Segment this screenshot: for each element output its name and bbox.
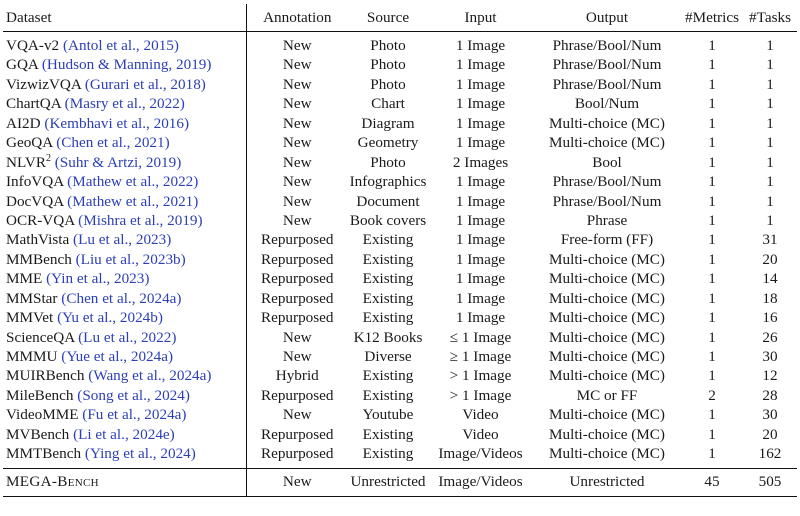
tasks-cell: 1 [766, 134, 774, 152]
citation-link[interactable]: (Ying et al., 2024) [84, 445, 196, 463]
table-header [3, 4, 797, 32]
output-cell: Multi-choice (MC) [549, 328, 665, 346]
output-cell: Phrase/Bool/Num [552, 56, 662, 74]
output-cell: Multi-choice (MC) [549, 425, 665, 443]
input-cell: 1 Image [455, 192, 506, 210]
input-cell: Video [462, 406, 499, 424]
dataset-cell [3, 230, 246, 249]
output-cell: Multi-choice (MC) [549, 134, 665, 152]
metrics-cell: 1 [708, 75, 716, 93]
input-cell: 1 Image [455, 37, 506, 55]
citation-link[interactable]: (Song et al., 2024) [77, 386, 190, 404]
annotation-cell: New [282, 134, 312, 152]
tasks-cell: 1 [766, 37, 774, 55]
dataset-name: AI2D [6, 114, 41, 132]
table-row [3, 386, 797, 405]
dataset-cell [3, 289, 246, 308]
header-input: Input [464, 8, 497, 26]
metrics-cell: 1 [708, 289, 716, 307]
dataset-name: MUIRBench [6, 367, 85, 385]
output-cell: Free-form (FF) [560, 231, 654, 249]
tasks-cell: 12 [762, 367, 778, 385]
input-cell: 1 Image [455, 114, 506, 132]
dataset-cell [3, 94, 246, 113]
output-cell: Multi-choice (MC) [549, 348, 665, 366]
header-tasks: #Tasks [749, 8, 791, 26]
tasks-cell: 1 [766, 211, 774, 229]
table-row [3, 405, 797, 424]
input-cell: > 1 Image [449, 386, 512, 404]
dataset-cell [3, 211, 246, 230]
tasks-cell: 1 [766, 114, 774, 132]
input-cell: > 1 Image [449, 367, 512, 385]
input-cell: 1 Image [455, 75, 506, 93]
annotation-cell: New [282, 328, 312, 346]
dataset-cell [3, 153, 246, 172]
table-row [3, 289, 797, 308]
metrics-cell: 1 [708, 445, 716, 463]
dataset-name: ScienceQA [6, 328, 75, 346]
input-cell: 1 Image [455, 134, 506, 152]
citation-link[interactable]: (Masry et al., 2022) [64, 95, 185, 113]
tasks-cell: 1 [766, 173, 774, 191]
dataset-name: MME [6, 270, 43, 288]
annotation-cell: Repurposed [260, 270, 334, 288]
source-cell: Chart [371, 95, 405, 113]
source-cell: Diagram [361, 114, 415, 132]
dataset-cell [3, 347, 246, 366]
tasks-cell: 18 [762, 289, 778, 307]
input-cell: ≥ 1 Image [449, 348, 512, 366]
annotation-cell: New [282, 211, 312, 229]
dataset-name: MMMU [6, 348, 58, 366]
output-cell: Multi-choice (MC) [549, 289, 665, 307]
tasks-cell: 1 [766, 95, 774, 113]
dataset-cell [3, 444, 246, 468]
table-row [3, 114, 797, 133]
table-row [3, 192, 797, 211]
dataset-name: NLVR [6, 153, 46, 171]
annotation-cell: Hybrid [275, 367, 319, 385]
dataset-name: MMTBench [6, 445, 82, 463]
input-cell: 2 Images [452, 153, 509, 171]
metrics-cell: 1 [708, 328, 716, 346]
dataset-name: GQA [6, 56, 39, 74]
citation-link[interactable]: (Yue et al., 2024a) [61, 348, 174, 366]
metrics-cell: 1 [708, 270, 716, 288]
source-cell: Photo [370, 37, 406, 55]
table-row [3, 250, 797, 269]
total-output: Unrestricted [569, 473, 645, 491]
citation-link[interactable]: (Antol et al., 2015) [62, 37, 179, 55]
output-cell: Multi-choice (MC) [549, 367, 665, 385]
output-cell: Multi-choice (MC) [549, 250, 665, 268]
table-body [3, 32, 797, 469]
annotation-cell: Repurposed [260, 250, 334, 268]
header-annotation: Annotation [263, 8, 332, 26]
dataset-name: MMStar [6, 289, 58, 307]
tasks-cell: 20 [762, 250, 778, 268]
output-cell: Multi-choice (MC) [549, 406, 665, 424]
dataset-name-superscript: 2 [45, 152, 51, 164]
citation-link[interactable]: (Hudson & Manning, 2019) [41, 56, 212, 74]
dataset-cell [3, 269, 246, 288]
annotation-cell: New [282, 406, 312, 424]
annotation-cell: New [282, 37, 312, 55]
metrics-cell: 1 [708, 425, 716, 443]
annotation-cell: Repurposed [260, 309, 334, 327]
metrics-cell: 1 [708, 95, 716, 113]
header-source: Source [366, 8, 410, 26]
source-cell: Existing [362, 231, 414, 249]
metrics-cell: 1 [708, 37, 716, 55]
source-cell: Existing [362, 425, 414, 443]
output-cell: Phrase/Bool/Num [552, 37, 662, 55]
tasks-cell: 26 [762, 328, 778, 346]
citation-link[interactable]: (Kembhavi et al., 2016) [44, 114, 190, 132]
dataset-name: InfoVQA [6, 173, 64, 191]
dataset-name: VQA-v2 [6, 37, 60, 55]
dataset-cell [3, 386, 246, 405]
input-cell: 1 Image [455, 95, 506, 113]
citation-link[interactable]: (Yin et al., 2023) [46, 270, 150, 288]
dataset-cell [3, 32, 246, 56]
annotation-cell: Repurposed [260, 386, 334, 404]
citation-link[interactable]: (Fu et al., 2024a) [82, 406, 187, 424]
output-cell: Multi-choice (MC) [549, 309, 665, 327]
metrics-cell: 1 [708, 348, 716, 366]
metrics-cell: 1 [708, 114, 716, 132]
citation-link[interactable]: (Lu et al., 2022) [78, 328, 177, 346]
table-row [3, 347, 797, 366]
input-cell: Video [462, 425, 499, 443]
tasks-cell: 1 [766, 153, 774, 171]
annotation-cell: New [282, 75, 312, 93]
tasks-cell: 16 [762, 309, 778, 327]
table-row [3, 444, 797, 468]
total-row [3, 468, 797, 496]
total-name [3, 468, 246, 496]
input-cell: Image/Videos [438, 445, 523, 463]
citation-link[interactable]: (Mathew et al., 2021) [67, 192, 199, 210]
input-cell: ≤ 1 Image [449, 328, 512, 346]
dataset-cell [3, 172, 246, 191]
citation-link[interactable]: (Liu et al., 2023b) [75, 250, 186, 268]
output-cell: Phrase [586, 211, 628, 229]
output-cell: Phrase/Bool/Num [552, 173, 662, 191]
metrics-cell: 1 [708, 367, 716, 385]
source-cell: Diverse [364, 348, 412, 366]
table-row [3, 366, 797, 385]
tasks-cell: 20 [762, 425, 778, 443]
metrics-cell: 1 [708, 173, 716, 191]
dataset-name: DocVQA [6, 192, 64, 210]
total-name-text: MEGA-Bench [6, 473, 99, 491]
total-annotation: New [282, 473, 312, 491]
citation-link[interactable]: (Chen et al., 2024a) [61, 289, 182, 307]
citation-link[interactable]: (Lu et al., 2023) [73, 231, 172, 249]
source-cell: Infographics [349, 173, 427, 191]
source-cell: Existing [362, 270, 414, 288]
dataset-cell [3, 192, 246, 211]
citation-link[interactable]: (Suhr & Artzi, 2019) [54, 153, 182, 171]
dataset-cell [3, 425, 246, 444]
source-cell: Photo [370, 75, 406, 93]
citation-link[interactable]: (Yu et al., 2024b) [57, 309, 163, 327]
input-cell: 1 Image [455, 270, 506, 288]
dataset-name: MMBench [6, 250, 72, 268]
table-row [3, 211, 797, 230]
dataset-cell [3, 75, 246, 94]
tasks-cell: 1 [766, 75, 774, 93]
tasks-cell: 14 [762, 270, 778, 288]
annotation-cell: Repurposed [260, 445, 334, 463]
annotation-cell: New [282, 56, 312, 74]
dataset-name: MVBench [6, 425, 70, 443]
dataset-name: MathVista [6, 231, 70, 249]
source-cell: K12 Books [353, 328, 423, 346]
output-cell: Multi-choice (MC) [549, 445, 665, 463]
total-input: Image/Videos [438, 473, 523, 491]
output-cell: Bool/Num [574, 95, 640, 113]
dataset-cell [3, 250, 246, 269]
citation-link[interactable]: (Wang et al., 2024a) [88, 367, 212, 385]
dataset-name: OCR-VQA [6, 211, 75, 229]
source-cell: Youtube [362, 406, 414, 424]
table-row [3, 269, 797, 288]
output-cell: Multi-choice (MC) [549, 270, 665, 288]
table-row [3, 328, 797, 347]
dataset-name: VideoMME [6, 406, 79, 424]
input-cell: 1 Image [455, 250, 506, 268]
dataset-cell [3, 55, 246, 74]
dataset-cell [3, 328, 246, 347]
table-row [3, 425, 797, 444]
annotation-cell: New [282, 173, 312, 191]
annotation-cell: Repurposed [260, 425, 334, 443]
table-row [3, 133, 797, 152]
annotation-cell: New [282, 153, 312, 171]
dataset-cell [3, 366, 246, 385]
source-cell: Geometry [357, 134, 419, 152]
input-cell: 1 Image [455, 56, 506, 74]
dataset-cell [3, 308, 246, 327]
metrics-cell: 1 [708, 211, 716, 229]
tasks-cell: 30 [762, 406, 778, 424]
input-cell: 1 Image [455, 211, 506, 229]
dataset-cell [3, 405, 246, 424]
annotation-cell: Repurposed [260, 289, 334, 307]
citation-link[interactable]: (Gurari et al., 2018) [84, 75, 206, 93]
input-cell: 1 Image [455, 231, 506, 249]
citation-link[interactable]: (Mishra et al., 2019) [78, 211, 203, 229]
metrics-cell: 1 [708, 406, 716, 424]
metrics-cell: 1 [708, 231, 716, 249]
annotation-cell: New [282, 95, 312, 113]
input-cell: 1 Image [455, 173, 506, 191]
total-metrics: 45 [704, 473, 720, 491]
table-row [3, 230, 797, 249]
total-tasks: 505 [758, 473, 782, 491]
output-cell: Phrase/Bool/Num [552, 192, 662, 210]
header-row [3, 4, 797, 32]
output-cell: Bool [592, 153, 622, 171]
metrics-cell: 1 [708, 309, 716, 327]
dataset-name: VizwizVQA [6, 75, 82, 93]
dataset-name: ChartQA [6, 95, 61, 113]
table-row [3, 32, 797, 56]
output-cell: Multi-choice (MC) [549, 114, 665, 132]
source-cell: Photo [370, 56, 406, 74]
source-cell: Book covers [349, 211, 427, 229]
header-output: Output [585, 8, 629, 26]
output-cell: MC or FF [576, 386, 638, 404]
metrics-cell: 2 [708, 386, 716, 404]
source-cell: Existing [362, 386, 414, 404]
annotation-cell: New [282, 192, 312, 210]
dataset-cell [3, 114, 246, 133]
table-row [3, 308, 797, 327]
table-footer [3, 468, 797, 496]
input-cell: 1 Image [455, 289, 506, 307]
annotation-cell: New [282, 114, 312, 132]
source-cell: Existing [362, 289, 414, 307]
source-cell: Existing [362, 309, 414, 327]
source-cell: Document [356, 192, 420, 210]
metrics-cell: 1 [708, 192, 716, 210]
citation-link[interactable]: (Li et al., 2024e) [73, 425, 175, 443]
header-metrics: #Metrics [685, 8, 739, 26]
annotation-cell: New [282, 348, 312, 366]
dataset-cell [3, 133, 246, 152]
tasks-cell: 1 [766, 56, 774, 74]
table-row [3, 172, 797, 191]
metrics-cell: 1 [708, 56, 716, 74]
source-cell: Existing [362, 367, 414, 385]
tasks-cell: 31 [762, 231, 778, 249]
input-cell: 1 Image [455, 309, 506, 327]
dataset-name: MMVet [6, 309, 54, 327]
metrics-cell: 1 [708, 134, 716, 152]
dataset-name: MileBench [6, 386, 74, 404]
table-row [3, 55, 797, 74]
table-row [3, 153, 797, 172]
dataset-name: GeoQA [6, 134, 53, 152]
tasks-cell: 28 [762, 386, 778, 404]
citation-link[interactable]: (Chen et al., 2021) [56, 134, 170, 152]
tasks-cell: 30 [762, 348, 778, 366]
table-row [3, 75, 797, 94]
citation-link[interactable]: (Mathew et al., 2022) [67, 173, 199, 191]
output-cell: Phrase/Bool/Num [552, 75, 662, 93]
total-source: Unrestricted [350, 473, 426, 491]
annotation-cell: Repurposed [260, 231, 334, 249]
source-cell: Existing [362, 445, 414, 463]
header-dataset: Dataset [3, 4, 246, 32]
source-cell: Photo [370, 153, 406, 171]
metrics-cell: 1 [708, 250, 716, 268]
table-row [3, 94, 797, 113]
tasks-cell: 162 [758, 445, 782, 463]
tasks-cell: 1 [766, 192, 774, 210]
source-cell: Existing [362, 250, 414, 268]
metrics-cell: 1 [708, 153, 716, 171]
benchmark-comparison-table [3, 4, 797, 497]
